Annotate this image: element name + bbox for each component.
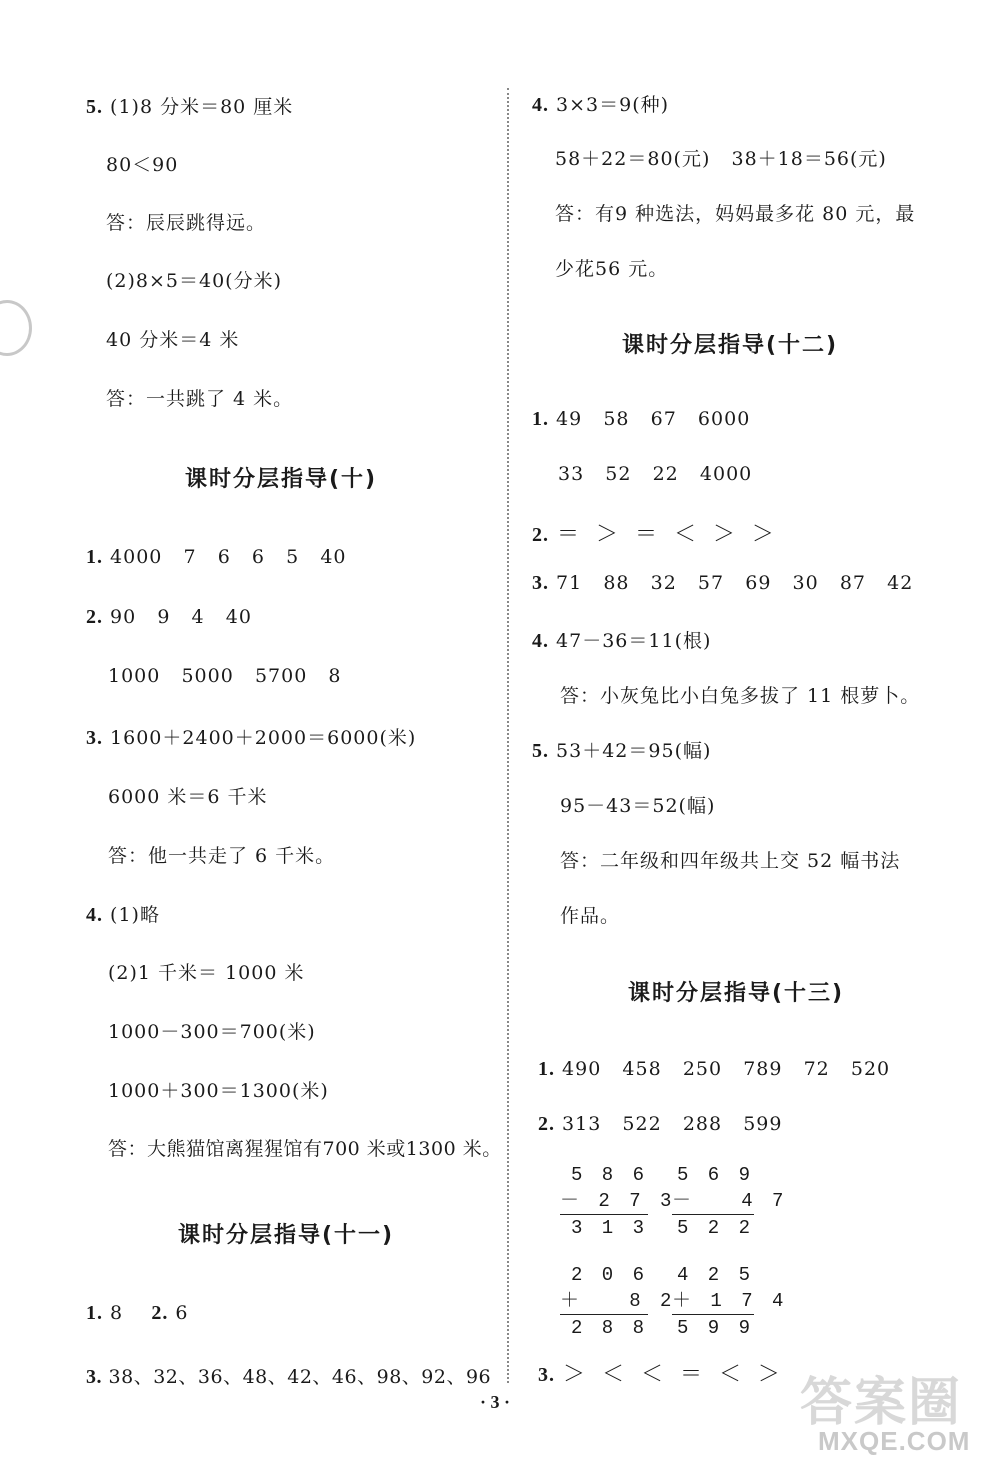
answer-line: 5. 53＋42＝95(幅) bbox=[532, 740, 712, 762]
answer-line: 4. 3×3＝9(种) bbox=[532, 94, 670, 116]
answer-line: 58＋22＝80(元) 38＋18＝56(元) bbox=[555, 148, 887, 170]
calc-result: 2 8 8 bbox=[560, 1314, 648, 1341]
answer-line: 33 52 22 4000 bbox=[558, 463, 753, 485]
answer-line: 作品。 bbox=[560, 905, 621, 927]
calc-result: 5 2 2 bbox=[672, 1214, 754, 1241]
answer-line: 2. 313 522 288 599 bbox=[538, 1113, 783, 1135]
answer-line: 3. 1600＋2400＋2000＝6000(米) bbox=[86, 727, 417, 749]
calc-top-operand: 4 2 5 bbox=[676, 1264, 754, 1286]
answer-line: 答：有9 种选法，妈妈最多花 80 元，最 bbox=[555, 203, 916, 225]
answer-line: 2. 90 9 4 40 bbox=[86, 606, 252, 628]
answer-line: 3. 71 88 32 57 69 30 87 42 bbox=[532, 572, 914, 594]
calc-result: 5 9 9 bbox=[672, 1314, 754, 1341]
calc-top-operand: 2 0 6 bbox=[570, 1264, 648, 1286]
answer-line: 答：二年级和四年级共上交 52 幅书法 bbox=[560, 850, 901, 872]
answer-line: 40 分米＝4 米 bbox=[106, 329, 240, 351]
watermark bbox=[800, 1360, 990, 1460]
watermark-logo: 答案圈 bbox=[800, 1373, 963, 1433]
section-heading: 课时分层指导(十二) bbox=[622, 333, 839, 358]
page-edge-mark bbox=[0, 300, 32, 356]
answer-line: 3. ＞ ＜ ＜ ＝ ＜ ＞ bbox=[538, 1362, 781, 1387]
answer-line: 80＜90 bbox=[106, 154, 179, 176]
answer-line: (2)8×5＝40(分米) bbox=[106, 270, 283, 292]
vertical-subtraction bbox=[672, 1162, 788, 1241]
section-heading: 课时分层指导(十一) bbox=[178, 1223, 395, 1248]
answer-line: 1000－300＝700(米) bbox=[108, 1021, 316, 1043]
calc-bottom-operand: ＋ 8 2 bbox=[560, 1290, 676, 1312]
answer-line: 5. (1)8 分米＝80 厘米 bbox=[86, 96, 294, 118]
answer-line: 答：辰辰跳得远。 bbox=[106, 212, 267, 234]
section-heading: 课时分层指导(十) bbox=[185, 467, 378, 492]
section-heading: 课时分层指导(十三) bbox=[628, 981, 845, 1006]
vertical-addition bbox=[672, 1262, 788, 1341]
answer-line: 4. 47－36＝11(根) bbox=[532, 630, 712, 652]
watermark-site: MXQE.COM bbox=[818, 1426, 971, 1456]
answer-line: 1. 4000 7 6 6 5 40 bbox=[86, 546, 347, 568]
calc-result: 3 1 3 bbox=[560, 1214, 648, 1241]
answer-line: 2. ＝ ＞ ＝ ＜ ＞ ＞ bbox=[532, 522, 775, 547]
answer-line: (2)1 千米＝ 1000 米 bbox=[108, 962, 305, 984]
page-number: · 3 · bbox=[480, 1392, 511, 1412]
calc-bottom-operand: － 2 7 3 bbox=[560, 1190, 676, 1212]
calc-bottom-operand: － 4 7 bbox=[672, 1190, 788, 1212]
answer-line: 3. 38、32、36、48、42、46、98、92、96 bbox=[86, 1366, 492, 1388]
answer-line: 95－43＝52(幅) bbox=[560, 795, 716, 817]
answer-line: 答：大熊猫馆离猩猩馆有700 米或1300 米。 bbox=[108, 1138, 502, 1160]
column-divider bbox=[507, 88, 509, 1383]
answer-line: 1000 5000 5700 8 bbox=[108, 665, 342, 687]
answer-line: 答：一共跳了 4 米。 bbox=[106, 388, 294, 410]
answer-line: 1. 49 58 67 6000 bbox=[532, 408, 751, 430]
answer-line: 1000＋300＝1300(米) bbox=[108, 1080, 329, 1102]
answer-line: 少花56 元。 bbox=[555, 258, 669, 280]
calc-top-operand: 5 8 6 bbox=[570, 1164, 648, 1186]
vertical-addition bbox=[560, 1262, 676, 1341]
answer-line: 1. 8 2. 6 bbox=[86, 1302, 189, 1324]
answer-line: 答：他一共走了 6 千米。 bbox=[108, 845, 336, 867]
answer-line: 4. (1)略 bbox=[86, 904, 160, 926]
answer-line: 6000 米＝6 千米 bbox=[108, 786, 268, 808]
answer-line: 1. 490 458 250 789 72 520 bbox=[538, 1058, 891, 1080]
answer-line: 答：小灰兔比小白兔多拔了 11 根萝卜。 bbox=[560, 685, 921, 707]
vertical-subtraction bbox=[560, 1162, 676, 1241]
calc-bottom-operand: ＋ 1 7 4 bbox=[672, 1290, 788, 1312]
calc-top-operand: 5 6 9 bbox=[676, 1164, 754, 1186]
